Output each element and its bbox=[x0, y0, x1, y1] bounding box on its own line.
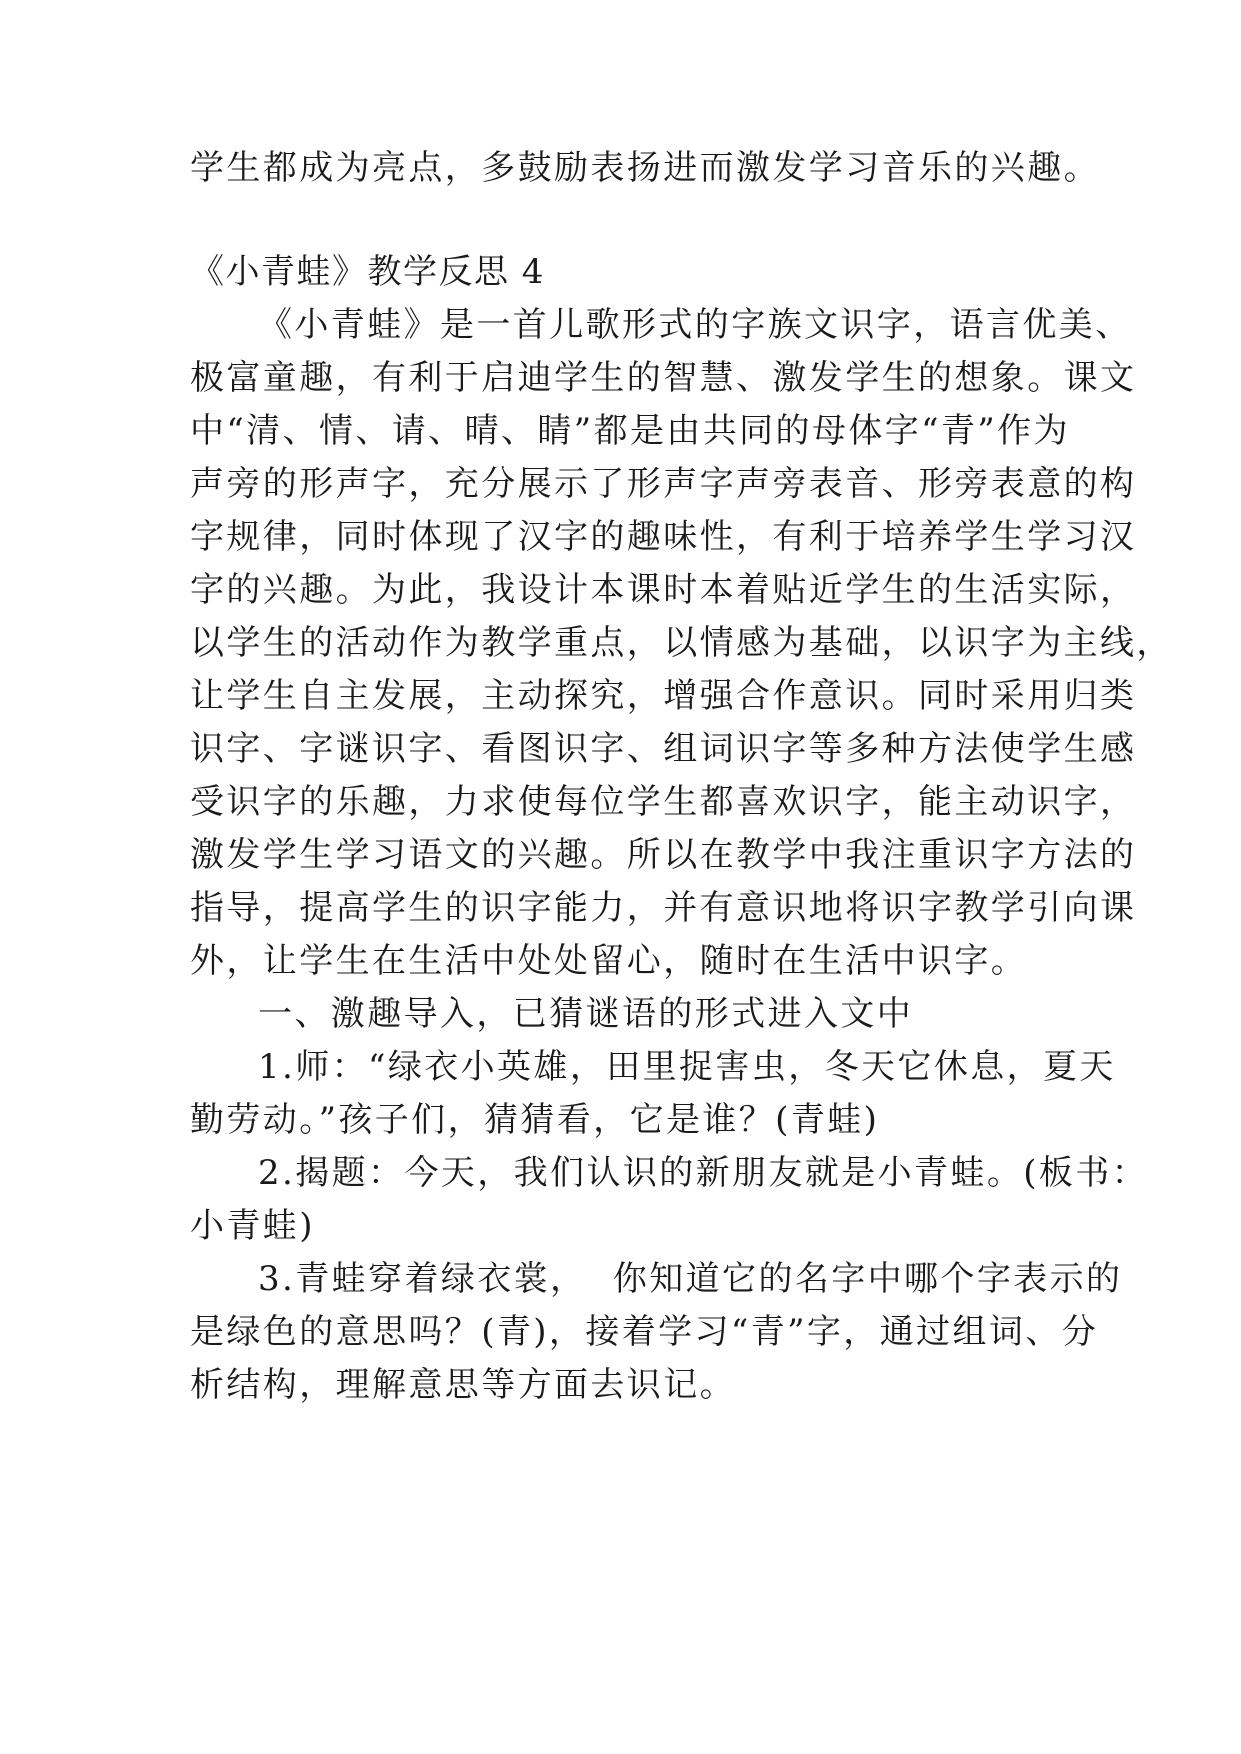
list-item-line: 小青蛙) bbox=[190, 1206, 315, 1246]
paragraph-line: 中“清、情、请、晴、睛”都是由共同的母体字“青”作为 bbox=[190, 411, 1070, 451]
paragraph-line: 声旁的形声字，充分展示了形声字声旁表音、形旁表意的构 bbox=[190, 464, 1137, 504]
paragraph-line: 《小青蛙》是一首儿歌形式的字族文识字，语言优美、 bbox=[258, 305, 1132, 345]
list-item-line: 2.揭题：今天，我们认识的新朋友就是小青蛙。(板书： bbox=[258, 1153, 1149, 1193]
paragraph-line: 让学生自主发展，主动探究，增强合作意识。同时采用归类 bbox=[190, 676, 1137, 716]
previous-section-tail: 学生都成为亮点，多鼓励表扬进而激发学习音乐的兴趣。 bbox=[190, 148, 1100, 188]
section-title: 《小青蛙》教学反思 4 bbox=[190, 252, 545, 292]
paragraph-line: 受识字的乐趣，力求使每位学生都喜欢识字，能主动识字， bbox=[190, 782, 1137, 822]
paragraph-line: 极富童趣，有利于启迪学生的智慧、激发学生的想象。课文 bbox=[190, 358, 1137, 398]
paragraph-line: 以学生的活动作为教学重点，以情感为基础，以识字为主线， bbox=[190, 623, 1173, 663]
list-item-line: 1.师：“绿衣小英雄，田里捉害虫，冬天它休息，夏天 bbox=[258, 1047, 1116, 1087]
list-item-line: 析结构，理解意思等方面去识记。 bbox=[190, 1365, 736, 1405]
paragraph-line: 激发学生学习语文的兴趣。所以在教学中我注重识字方法的 bbox=[190, 835, 1137, 875]
paragraph-line: 指导，提高学生的识字能力，并有意识地将识字教学引向课 bbox=[190, 888, 1137, 928]
paragraph-line: 字规律，同时体现了汉字的趣味性，有利于培养学生学习汉 bbox=[190, 517, 1137, 557]
paragraph-line: 字的兴趣。为此，我设计本课时本着贴近学生的生活实际， bbox=[190, 570, 1137, 610]
list-item-line: 3.青蛙穿着绿衣裳， 你知道它的名字中哪个字表示的 bbox=[258, 1259, 1123, 1299]
paragraph-line: 识字、字谜识字、看图识字、组词识字等多种方法使学生感 bbox=[190, 729, 1137, 769]
subheading-line: 一、激趣导入，已猜谜语的形式进入文中 bbox=[258, 994, 914, 1034]
list-item-line: 是绿色的意思吗？(青)，接着学习“青”字，通过组词、分 bbox=[190, 1312, 1099, 1352]
list-item-line: 勤劳动。”孩子们，猜猜看，它是谁？(青蛙) bbox=[190, 1100, 880, 1140]
paragraph-line: 外，让学生在生活中处处留心，随时在生活中识字。 bbox=[190, 941, 1028, 981]
